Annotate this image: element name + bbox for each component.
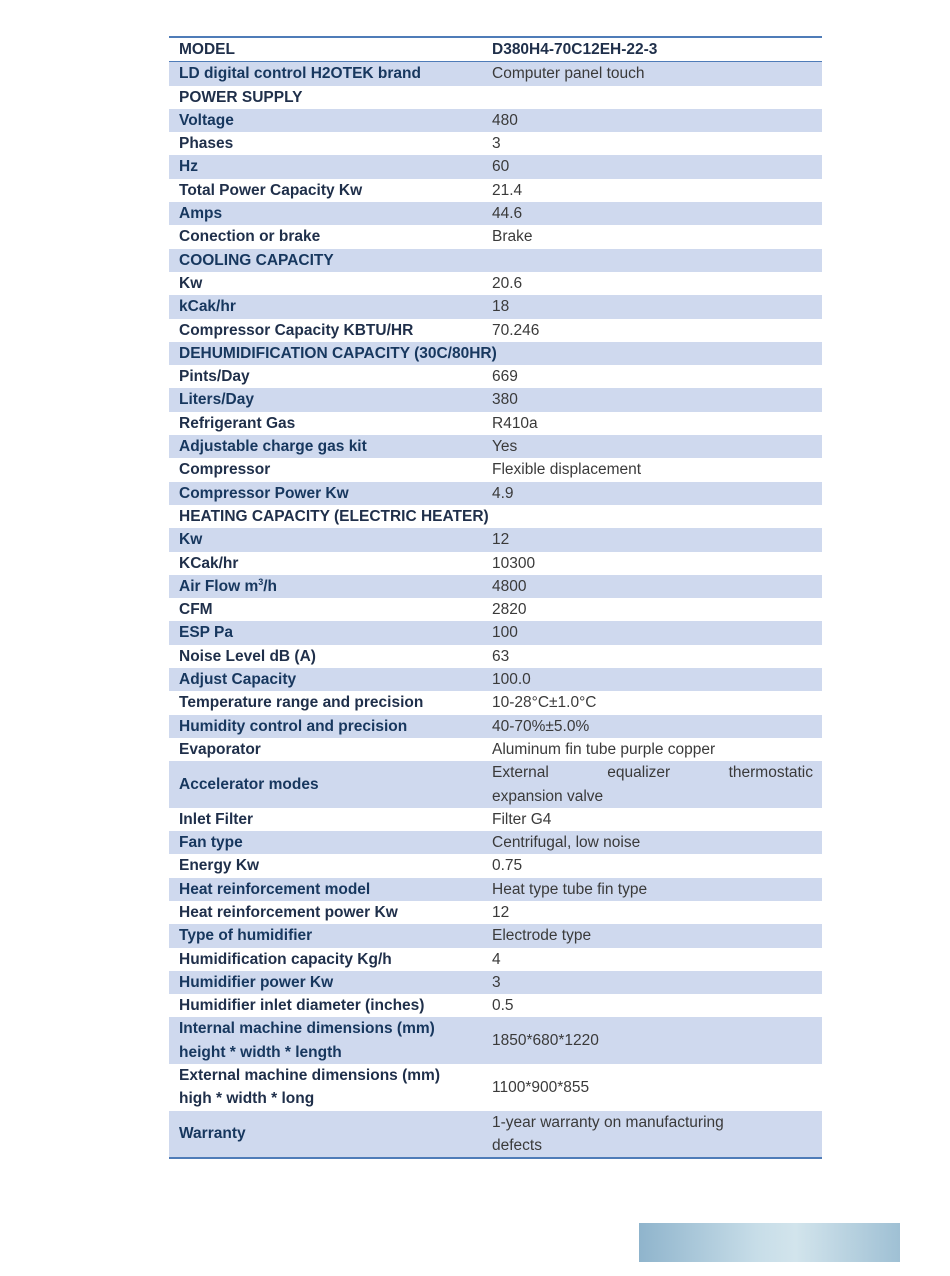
row-value: 63: [492, 647, 510, 665]
row-label: Fan type: [179, 834, 243, 852]
table-row: [169, 715, 822, 738]
table-row: [169, 831, 822, 854]
footer-decorative-bar: [639, 1223, 900, 1262]
model-value: D380H4-70C12EH-22-3: [492, 41, 658, 58]
row-label: kCak/hr: [179, 298, 236, 316]
row-label: ESP Pa: [179, 624, 234, 642]
table-row: [169, 924, 822, 947]
table-row: [169, 62, 822, 85]
table-row: [169, 1017, 822, 1064]
row-label: Total Power Capacity Kw: [179, 181, 363, 199]
row-value: 100: [492, 624, 518, 642]
table-row: [169, 365, 822, 388]
row-label: Adjust Capacity: [179, 671, 297, 689]
row-value: 100.0: [492, 671, 531, 689]
value-line-1: External equalizer thermostatic: [492, 764, 813, 782]
row-label: [169, 1017, 482, 1064]
row-label: Compressor Capacity KBTU/HR: [179, 321, 414, 339]
row-label: [169, 1064, 482, 1111]
table-row: [169, 668, 822, 691]
table-row: [169, 575, 822, 598]
section-label: COOLING CAPACITY: [179, 251, 334, 269]
row-value: Electrode type: [492, 927, 592, 945]
table-row: [169, 598, 822, 621]
row-value: [482, 761, 822, 808]
model-label: MODEL: [179, 41, 235, 58]
row-label: Kw: [179, 531, 203, 549]
label-line-1: External machine dimensions (mm): [179, 1067, 440, 1085]
row-label: Humidifier inlet diameter (inches): [179, 997, 425, 1015]
row-label: Humidification capacity Kg/h: [179, 950, 392, 968]
table-row: [169, 691, 822, 714]
air-flow-label: Air Flow m: [179, 577, 259, 595]
row-label: Evaporator: [179, 740, 261, 758]
value-line-2: defects: [492, 1136, 542, 1154]
section-heading-dehumidification-capacity: [169, 342, 822, 365]
row-value: 4800: [492, 577, 527, 595]
table-row: [169, 528, 822, 551]
row-label: Warranty: [179, 1125, 246, 1143]
row-value: [482, 1111, 822, 1158]
row-value: 1850*680*1220: [492, 1032, 599, 1050]
table-row: [169, 458, 822, 481]
table-row: [169, 155, 822, 178]
label-line-1: Internal machine dimensions (mm): [179, 1020, 435, 1038]
value-line-2: expansion valve: [492, 787, 604, 805]
row-label: Noise Level dB (A): [179, 647, 316, 665]
table-row: [169, 878, 822, 901]
table-row: [169, 738, 822, 761]
table-row: [169, 295, 822, 318]
row-label: Humidity control and precision: [179, 717, 408, 735]
row-label: Adjustable charge gas kit: [179, 438, 367, 456]
table-row: [169, 621, 822, 644]
table-row: [169, 179, 822, 202]
section-label: POWER SUPPLY: [179, 88, 303, 106]
row-value: 4.9: [492, 484, 514, 502]
row-value: 0.5: [492, 997, 514, 1015]
section-heading-heating-capacity: [169, 505, 822, 528]
row-label: Refrigerant Gas: [179, 414, 296, 432]
row-value: 60: [492, 158, 510, 176]
value-line-1: 1-year warranty on manufacturing: [492, 1113, 724, 1131]
row-label: LD digital control H2OTEK brand: [179, 65, 421, 83]
table-row: [169, 225, 822, 248]
table-row: [169, 948, 822, 971]
row-value: 70.246: [492, 321, 540, 339]
row-value: 1100*900*855: [492, 1078, 590, 1096]
row-value: 2820: [492, 601, 527, 619]
row-label: Voltage: [179, 111, 234, 129]
row-label: Heat reinforcement power Kw: [179, 903, 398, 921]
table-row: [169, 482, 822, 505]
row-value: 44.6: [492, 205, 523, 223]
row-value: 12: [492, 903, 510, 921]
superscript-3: 3: [258, 576, 264, 587]
row-label: Humidifier power Kw: [179, 973, 334, 991]
row-value: Heat type tube fin type: [492, 880, 648, 898]
row-label: Pints/Day: [179, 368, 250, 386]
table-row: [169, 901, 822, 924]
table-row: [169, 319, 822, 342]
section-label: DEHUMIDIFICATION CAPACITY (30C/80HR): [179, 344, 497, 362]
row-value: Aluminum fin tube purple copper: [492, 740, 716, 758]
label-line-2: height * width * length: [179, 1043, 342, 1061]
table-header-row: [169, 38, 822, 62]
row-value: 18: [492, 298, 510, 316]
row-label: Amps: [179, 205, 223, 223]
table-row: [169, 272, 822, 295]
table-row: [169, 1111, 822, 1158]
table-row: [169, 435, 822, 458]
table-row: [169, 388, 822, 411]
row-label: Phases: [179, 135, 234, 153]
spec-table: [169, 36, 822, 1159]
table-row: [169, 645, 822, 668]
row-value: Brake: [492, 228, 533, 246]
row-value: 0.75: [492, 857, 523, 875]
table-row: [169, 202, 822, 225]
row-value: 480: [492, 111, 518, 129]
label-line-2: high * width * long: [179, 1090, 315, 1108]
row-label: [169, 575, 482, 598]
table-row: [169, 854, 822, 877]
row-value: Filter G4: [492, 810, 552, 828]
row-value: Flexible displacement: [492, 461, 642, 479]
row-label: CFM: [179, 601, 213, 619]
row-label: Kw: [179, 274, 203, 292]
row-label: Liters/Day: [179, 391, 254, 409]
row-value: 380: [492, 391, 518, 409]
row-label: Conection or brake: [179, 228, 321, 246]
row-value: R410a: [492, 414, 538, 432]
table-row: [169, 761, 822, 808]
row-value: 10300: [492, 554, 536, 572]
row-value: Yes: [492, 438, 518, 456]
row-label: Inlet Filter: [179, 810, 254, 828]
row-label: Compressor: [179, 461, 271, 479]
row-value: 12: [492, 531, 510, 549]
row-value: Centrifugal, low noise: [492, 834, 641, 852]
row-label: Type of humidifier: [179, 927, 313, 945]
table-row: [169, 971, 822, 994]
row-value: 4: [492, 950, 501, 968]
row-label: KCak/hr: [179, 554, 239, 572]
table-row: [169, 994, 822, 1017]
section-heading-cooling-capacity: [169, 249, 822, 272]
section-label: HEATING CAPACITY (ELECTRIC HEATER): [179, 507, 489, 525]
table-row: [169, 109, 822, 132]
row-label: Compressor Power Kw: [179, 484, 349, 502]
row-value: 669: [492, 368, 518, 386]
row-label: Energy Kw: [179, 857, 260, 875]
row-value: Computer panel touch: [492, 65, 645, 83]
table-row: [169, 1064, 822, 1111]
row-value: 20.6: [492, 274, 523, 292]
row-value: 10-28°C±1.0°C: [492, 694, 597, 712]
table-row: [169, 552, 822, 575]
row-label: Heat reinforcement model: [179, 880, 371, 898]
row-value: 21.4: [492, 181, 523, 199]
row-value: 3: [492, 973, 501, 991]
row-label: Accelerator modes: [179, 775, 319, 793]
row-value: 40-70%±5.0%: [492, 717, 590, 735]
air-flow-label-suffix: /h: [263, 577, 278, 595]
row-label: Temperature range and precision: [179, 694, 424, 712]
section-heading-power-supply: [169, 86, 822, 109]
table-row: [169, 132, 822, 155]
row-value: 3: [492, 135, 501, 153]
table-row: [169, 808, 822, 831]
table-row: [169, 412, 822, 435]
row-label: Hz: [179, 158, 198, 176]
